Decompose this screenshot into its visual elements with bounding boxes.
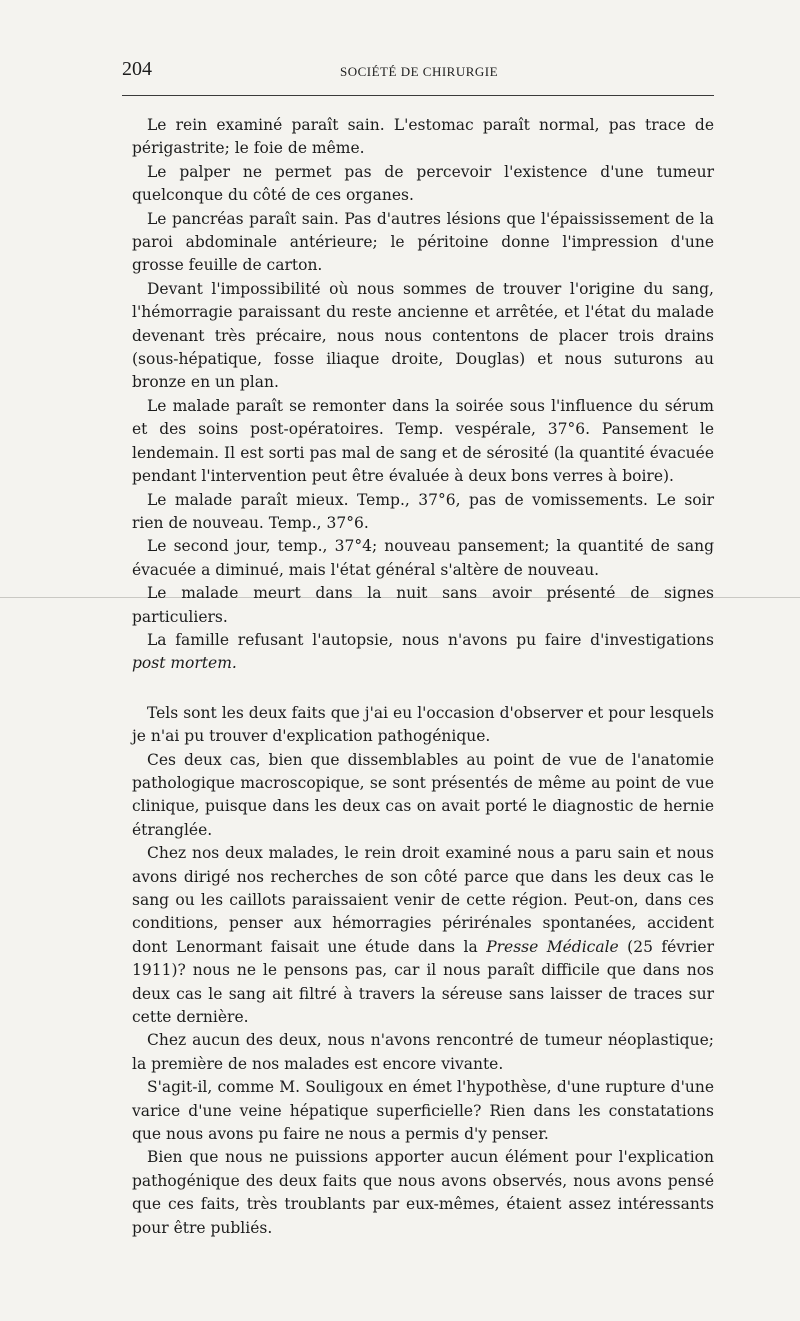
autopsy-italic: post mortem. xyxy=(132,654,237,673)
paragraph: Le pancréas paraît sain. Pas d'autres lésions que l'épaississement de la paroi abdominale antérieure; le péritoine donne l'impression d'une grosse feuille de carton. xyxy=(132,209,714,275)
chez-tail: (25 février 1911)? nous ne le pensons pas, car il nous paraît difficile que dans nos deux cas le sang ait filtré à travers la séreuse sans laisser de traces sur cette dernière. xyxy=(132,937,715,1027)
paragraph: Chez aucun des deux, nous n'avons rencontré de tumeur néoplastique; la première de nos malades est encore vivante. xyxy=(132,1031,714,1073)
paragraph: Le rein examiné paraît sain. L'estomac paraît normal, pas trace de périgastrite; le foie de même. xyxy=(132,116,714,158)
paragraph: Le malade paraît se remonter dans la soirée sous l'influence du sérum et des soins post-opératoires. Temp. vespérale, 37°6. Pansement le lendemain. Il est sorti pas mal de sang et de sérosité (la quantité évacuée pendant l'intervention peut être évaluée à deux bons verres à boire). xyxy=(132,396,714,486)
paragraph-chez xyxy=(132,842,714,1029)
page-number: 204 xyxy=(122,58,152,80)
body-text xyxy=(132,114,714,1240)
paragraph: Le malade meurt dans la nuit sans avoir présenté de signes particuliers. xyxy=(132,584,714,626)
autopsy-text: La famille refusant l'autopsie, nous n'avons pu faire d'investigations xyxy=(147,630,714,649)
chez-text: Chez nos deux malades, le rein droit examiné nous a paru sain et nous avons dirigé nos recherches de son côté parce que dans les deux cas le sang ou les caillots paraissaient venir de cette région. Peut-on, dans ces conditions, penser aux hémorragies périrénales spontanées, accident dont Lenormant faisait une étude dans la xyxy=(132,844,714,956)
running-title: SOCIÉTÉ DE CHIRURGIE xyxy=(340,64,499,79)
paragraph: Bien que nous ne puissions apporter aucun élément pour l'explication pathogénique des deux faits que nous avons observés, nous avons pensé que ces faits, très troublants par eux-mêmes, étaient assez intéressants pour être publiés. xyxy=(132,1148,714,1237)
section-gap xyxy=(132,676,714,702)
paragraph: Le palper ne permet pas de percevoir l'existence d'une tumeur quelconque du côté de ces organes. xyxy=(132,162,714,205)
paragraph: Ces deux cas, bien que dissemblables au point de vue de l'anatomie pathologique macroscopique, se sont présentés de même au point de vue clinique, puisque dans les deux cas on avait porté le diagnostic de hernie étranglée. xyxy=(132,750,714,839)
paragraph: Tels sont les deux faits que j'ai eu l'occasion d'observer et pour lesquels je n'ai pu trouver d'explication pathogénique. xyxy=(132,703,714,746)
running-header xyxy=(122,58,714,84)
paragraph: Le malade paraît mieux. Temp., 37°6, pas de vomissements. Le soir rien de nouveau. Temp., 37°6. xyxy=(132,490,714,532)
journal-title: Presse Médicale xyxy=(486,937,619,956)
paragraph: Le second jour, temp., 37°4; nouveau pansement; la quantité de sang évacuée a diminué, mais l'état général s'altère de nouveau. xyxy=(132,537,714,579)
paragraph: Devant l'impossibilité où nous sommes de trouver l'origine du sang, l'hémorragie paraissant du reste ancienne et arrêtée, et l'état du malade devenant très précaire, nous nous contentons de placer trois drains (sous-hépatique, fosse iliaque droite, Douglas) et nous suturons au bronze en un plan. xyxy=(132,279,714,392)
paragraph: S'agit-il, comme M. Souligoux en émet l'hypothèse, d'une rupture d'une varice d'une veine hépatique superficielle? Rien dans les constatations que nous avons pu faire ne nous a permis d'y penser. xyxy=(132,1078,714,1144)
header-rule xyxy=(122,95,714,96)
paragraph-autopsy xyxy=(132,629,714,676)
